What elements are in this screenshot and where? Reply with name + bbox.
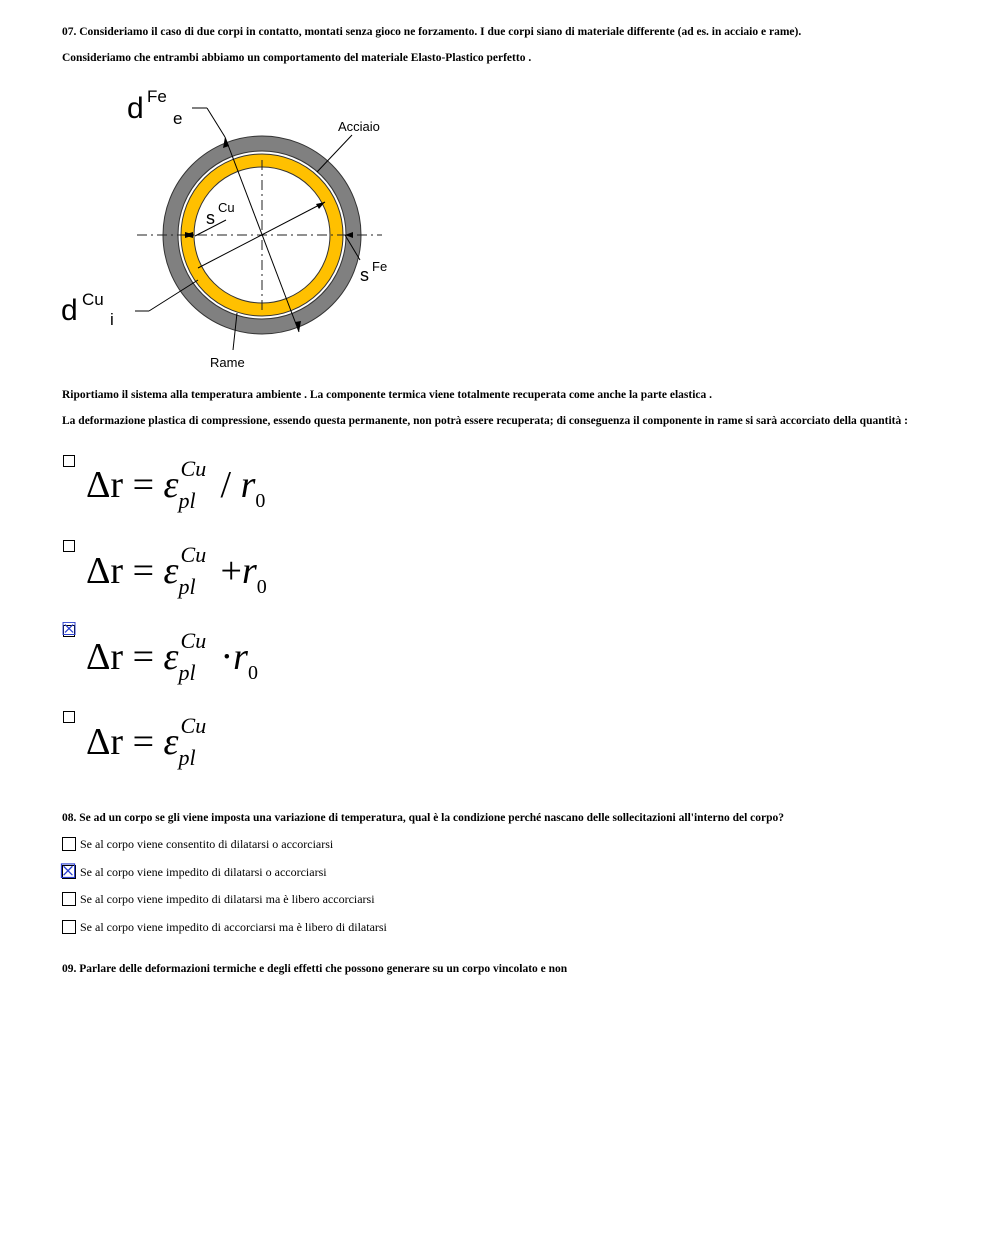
q08-option-d-checkbox[interactable] [62, 920, 76, 934]
label-d-fe-e: d [127, 92, 144, 125]
svg-text:e: e [173, 109, 183, 128]
q08-question: 08. Se ad un corpo se gli viene imposta una variazione di temperatura, qual è la condizione perché nascano delle sollecitazioni all'interno del corpo? [62, 812, 785, 824]
q08-option-a-label: Se al corpo viene consentito di dilatarsi o accorciarsi [80, 837, 334, 851]
svg-text:Fe: Fe [372, 259, 388, 274]
svg-text:Cu: Cu [82, 290, 104, 309]
q08-option-b-label: Se al corpo viene impedito di dilatarsi o accorciarsi [80, 865, 327, 879]
label-d-cu-i: d [61, 294, 78, 327]
q09-question: 09. Parlare delle deformazioni termiche e degli effetti che possono generare su un corpo vincolato e non [62, 963, 568, 975]
q07-option-d-checkbox[interactable] [63, 711, 75, 723]
ring-diagram [55, 80, 405, 380]
q08-option-c-checkbox[interactable] [62, 892, 76, 906]
q07-question: La deformazione plastica di compressione, essendo questa permanente, non potrà essere recuperata; di conseguenza il componente in rame si sarà accorciato della quantità : [62, 415, 908, 427]
q07-option-c-formula: Δr = ε Cu pl $\cdot r_0$ [86, 628, 258, 685]
svg-text:Fe: Fe [147, 87, 167, 106]
q07-option-d-formula: Δr = ε Cu pl [86, 713, 207, 770]
q08-option-c-label: Se al corpo viene impedito di dilatarsi ma è libero accorciarsi [80, 892, 375, 906]
check-mark-icon: ☒ [61, 619, 78, 640]
svg-text:Cu: Cu [218, 200, 235, 215]
q07-option-b-formula: Δr = ε Cu pl $+r_0$ [86, 542, 267, 599]
q07-option-a-formula: Δr = ε Cu pl / $r_0$ [86, 456, 266, 513]
q07-assumption: Consideriamo che entrambi abbiamo un comportamento del materiale Elasto-Plastico perfetto . [62, 52, 532, 64]
check-mark-icon: ☒ [59, 859, 77, 883]
label-s-fe: s [360, 265, 369, 285]
q07-statement: Riportiamo il sistema alla temperatura ambiente . La componente termica viene totalmente recuperata come anche la parte elastica . [62, 389, 713, 401]
q07-text: 07. Consideriamo il caso di due corpi in contatto, montati senza gioco ne forzamento. I due corpi siano di materiale differente (ad es. in acciaio e rame). [62, 26, 802, 38]
q08-option-a-checkbox[interactable] [62, 837, 76, 851]
label-rame: Rame [210, 355, 245, 370]
q07-option-a-checkbox[interactable] [63, 455, 75, 467]
label-s-cu: s [206, 208, 215, 228]
q08-option-d-label: Se al corpo viene impedito di accorciarsi ma è libero di dilatarsi [80, 920, 387, 934]
svg-text:i: i [110, 310, 114, 329]
q07-option-b-checkbox[interactable] [63, 540, 75, 552]
label-acciaio: Acciaio [338, 119, 380, 134]
